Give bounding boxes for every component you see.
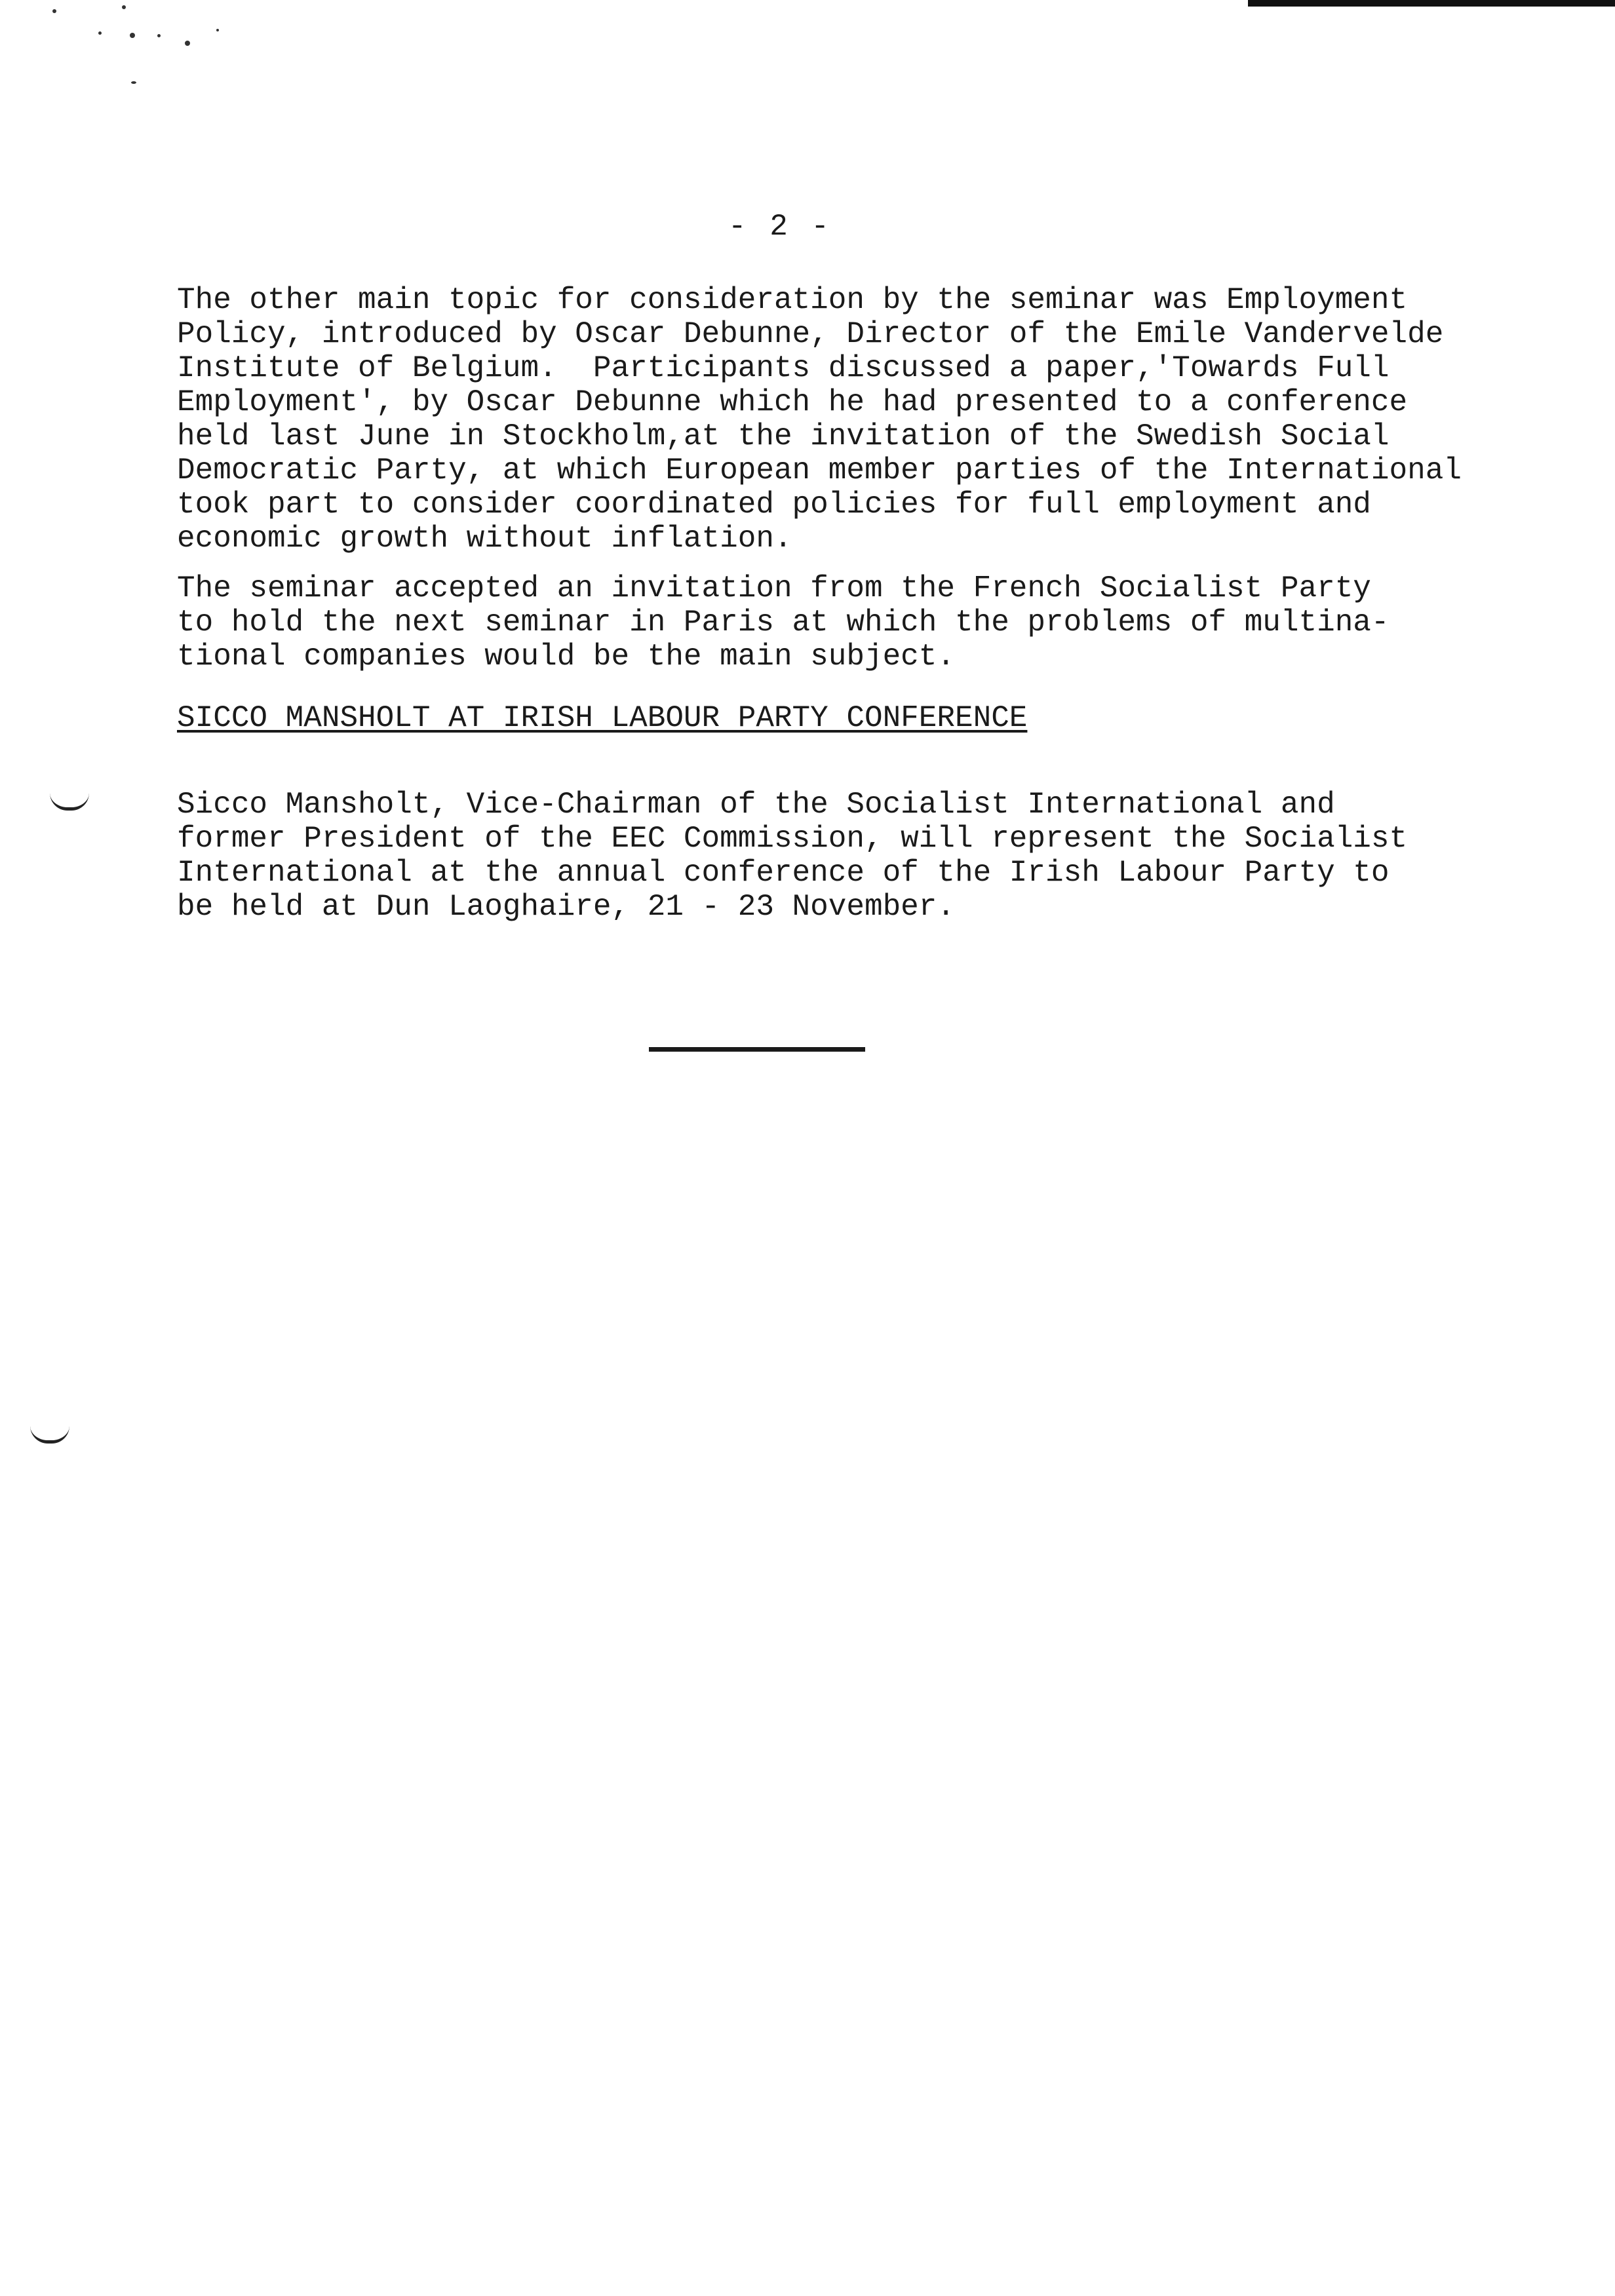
scan-speck <box>131 81 136 84</box>
section-heading: SICCO MANSHOLT AT IRISH LABOUR PARTY CONFERENCE <box>177 701 1028 735</box>
punch-hole-mark <box>30 1426 69 1444</box>
scan-speck <box>52 9 56 13</box>
next-seminar-paragraph: The seminar accepted an invitation from the French Socialist Party to hold the next seminar in Paris at which the problems of multina- tional companies would be the main subject. <box>177 571 1390 674</box>
mansholt-paragraph: Sicco Mansholt, Vice-Chairman of the Socialist International and former President of the EEC Commission, will represent the Socialist International at the annual conference of the Irish Labour Party to be held at Dun Laoghaire, 21 - 23 November. <box>177 788 1408 924</box>
scan-speck <box>216 29 219 31</box>
scan-speck <box>157 34 161 37</box>
scan-speck <box>130 33 135 38</box>
page-number: - 2 - <box>728 210 832 244</box>
scan-speck <box>122 5 126 9</box>
employment-policy-paragraph: The other main topic for consideration by the seminar was Employment Policy, introduced by Oscar Debunne, Director of the Emile Vandervelde Institute of Belgium. Participants discussed a paper,'Towards Full Employment', by Oscar Debunne which he had presented to a conference held last June in Stockholm,at the invitation of the Swedish Social Democratic Party, at which European member parties of the International took part to consider coordinated policies for full employment and economic growth without inflation. <box>177 283 1462 556</box>
end-of-section-rule <box>649 1047 865 1052</box>
scan-speck <box>98 31 102 35</box>
punch-hole-mark <box>50 793 89 811</box>
scan-speck <box>185 41 190 46</box>
top-edge-rule <box>1248 0 1615 7</box>
